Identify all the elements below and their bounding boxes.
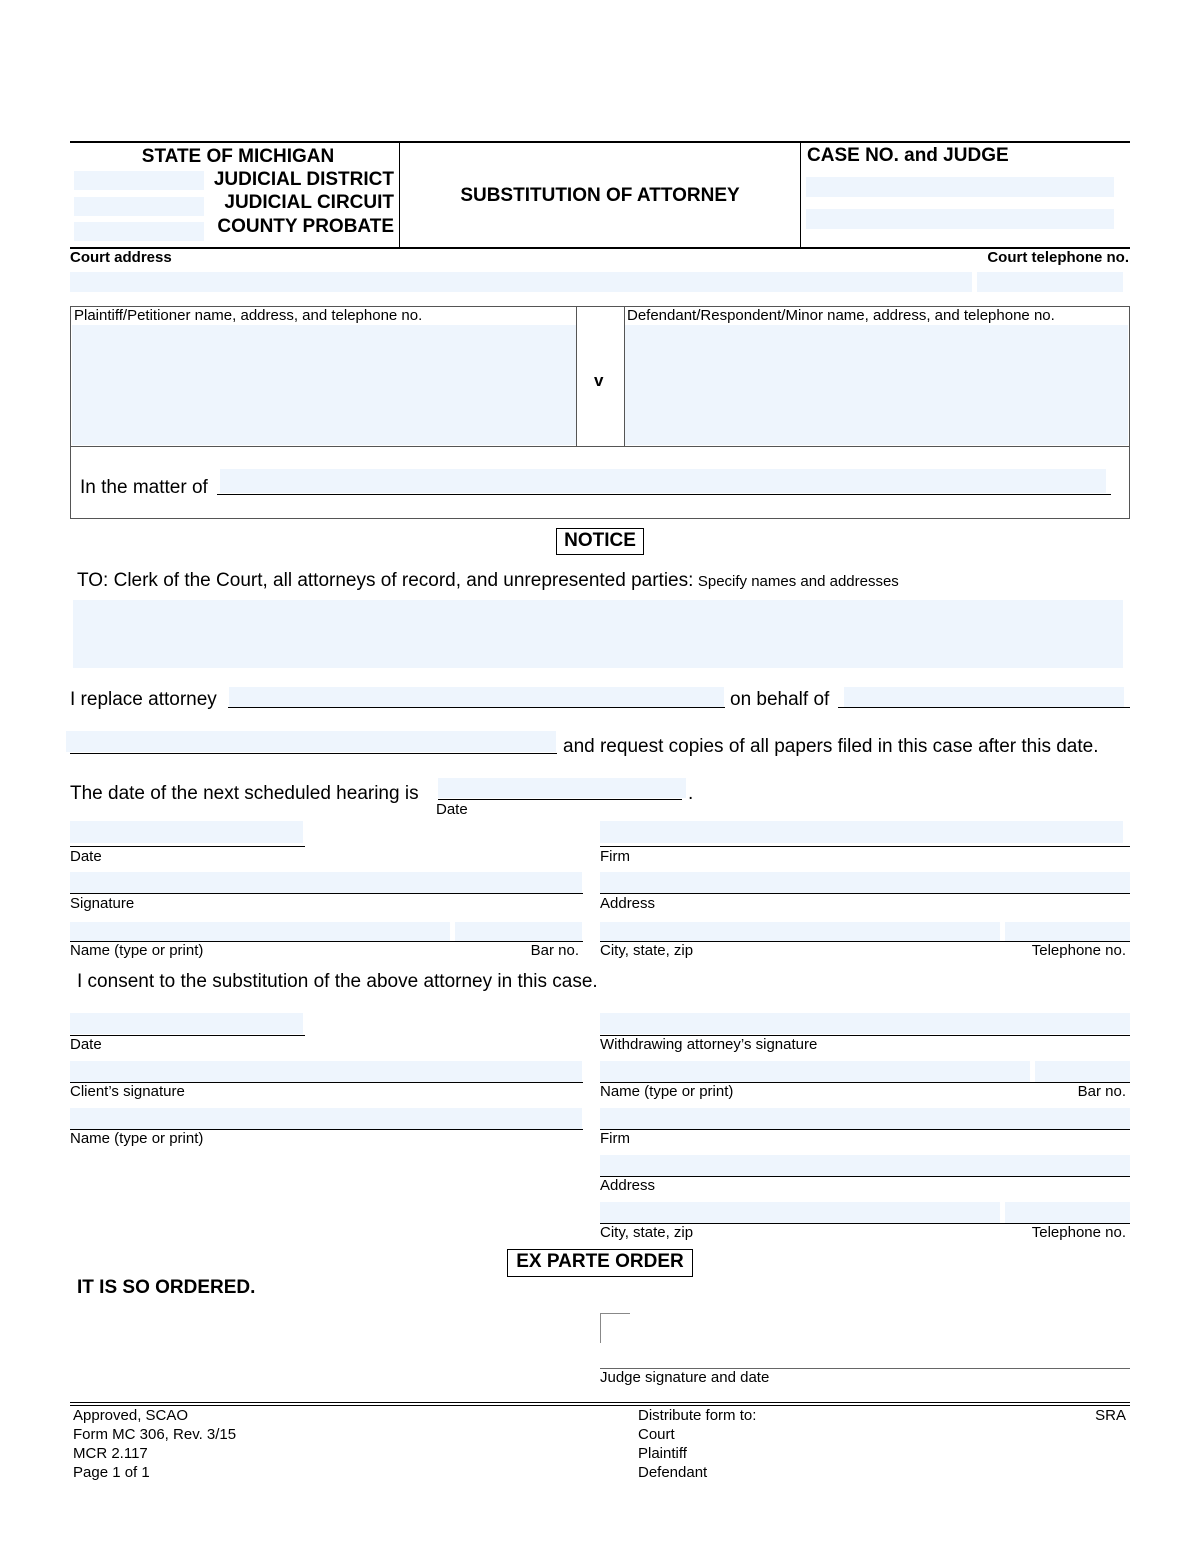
distribute-heading: Distribute form to: [638,1407,757,1424]
ordered-text: IT IS SO ORDERED. [77,1277,256,1298]
parties-divider [577,446,624,447]
attorney-bar-label: Bar no. [530,942,579,959]
attorney-name-field[interactable] [70,922,450,942]
attorney-signature-underline [70,893,583,894]
defendant-label: Defendant/Respondent/Minor name, address, and telephone no. [627,307,1055,324]
withdrawing-city-label: City, state, zip [600,1224,694,1241]
court-line-district: JUDICIAL DISTRICT [213,169,394,190]
attorney-signature-field[interactable] [70,872,582,893]
withdrawing-firm-field[interactable] [600,1108,1130,1129]
footer-page: Page 1 of 1 [73,1464,150,1481]
withdrawing-phone-field[interactable] [1005,1202,1130,1223]
court-line-county: COUNTY PROBATE [217,216,394,237]
to-text: TO: Clerk of the Court, all attorneys of record, and unrepresented parties: [77,570,694,591]
attorney-phone-field[interactable] [1005,922,1130,942]
client-name-label: Name (type or print) [70,1130,204,1147]
notice-heading: NOTICE [556,528,644,555]
attorney-firm-field[interactable] [600,821,1123,843]
consent-date-field[interactable] [70,1013,303,1034]
replace-label: I replace attorney [70,689,217,710]
form-title: SUBSTITUTION OF ATTORNEY [460,185,740,206]
attorney-firm-label: Firm [600,848,630,865]
attorney-date-label: Date [70,848,102,865]
recipients-field[interactable] [73,600,1123,668]
hearing-text: The date of the next scheduled hearing is [70,783,419,804]
withdrawing-firm-label: Firm [600,1130,630,1147]
attorney-address-label: Address [600,895,656,912]
court-address-label: Court address [70,249,172,266]
attorney-city-label: City, state, zip [600,942,694,959]
client-signature-label: Client’s signature [70,1083,185,1100]
attorney-date-field[interactable] [70,821,303,843]
header-top-rule [70,141,1130,143]
behalf-continued-field[interactable] [66,731,556,752]
attorney-date-underline [70,846,305,847]
withdrawing-address-field[interactable] [600,1155,1130,1176]
withdrawing-address-label: Address [600,1177,656,1194]
court-telephone-field[interactable] [977,272,1123,292]
behalf-label: on behalf of [730,689,830,710]
court-address-field[interactable] [70,272,972,292]
replaced-attorney-field[interactable] [229,687,724,707]
matter-field[interactable] [220,469,1106,493]
footer-approved: Approved, SCAO [73,1407,189,1424]
behalf-field[interactable] [844,687,1124,707]
attorney-address-field[interactable] [600,872,1130,893]
withdrawing-city-field[interactable] [600,1202,1000,1223]
footer-form-number: Form MC 306, Rev. 3/15 [73,1426,237,1443]
judge-signature-label: Judge signature and date [600,1369,770,1386]
withdrawing-signature-field[interactable] [600,1013,1130,1034]
circuit-field[interactable] [74,197,204,216]
court-telephone-label: Court telephone no. [987,249,1129,266]
case-number-field[interactable] [806,177,1114,197]
attorney-address-underline [600,893,1130,894]
behalf-underline [838,707,1130,708]
attorney-city-field[interactable] [600,922,1000,942]
plaintiff-label: Plaintiff/Petitioner name, address, and telephone no. [74,307,423,324]
withdrawing-name-field[interactable] [600,1061,1030,1082]
hearing-date-label: Date [436,801,468,818]
withdrawing-signature-label: Withdrawing attorney’s signature [600,1036,818,1053]
matter-label: In the matter of [80,477,208,498]
to-hint: Specify names and addresses [697,573,899,590]
footer-rule-2 [70,1405,1130,1406]
withdrawing-bar-label: Bar no. [1077,1083,1126,1100]
consent-text: I consent to the substitution of the above attorney in this case. [77,971,598,992]
attorney-bar-field[interactable] [455,922,582,942]
consent-date-underline [70,1035,305,1036]
hearing-date-field[interactable] [438,778,686,798]
defendant-field[interactable] [625,325,1128,445]
judge-signature-corner-mark[interactable] [600,1313,630,1343]
withdrawing-address-underline [600,1176,1130,1177]
header-divider-right [800,142,801,248]
replaced-attorney-underline [228,707,725,708]
matter-underline [217,494,1111,495]
attorney-phone-label: Telephone no. [1031,942,1126,959]
request-text: and request copies of all papers filed in this case after this date. [563,736,1099,757]
distribute-defendant: Defendant [638,1464,708,1481]
to-line [77,571,899,590]
court-line-circuit: JUDICIAL CIRCUIT [224,192,394,213]
withdrawing-firm-underline [600,1129,1130,1130]
client-name-field[interactable] [70,1108,582,1129]
hearing-date-underline [438,799,682,800]
distribute-plaintiff: Plaintiff [638,1445,687,1462]
judge-field[interactable] [806,209,1114,229]
distribute-court: Court [638,1426,675,1443]
state-title: STATE OF MICHIGAN [141,146,335,167]
attorney-signature-label: Signature [70,895,135,912]
header-bottom-rule [70,247,1130,249]
versus-label: v [594,371,604,390]
client-signature-field[interactable] [70,1061,582,1082]
withdrawing-name-label: Name (type or print) [600,1083,734,1100]
hearing-period: . [688,783,694,804]
withdrawing-bar-field[interactable] [1035,1061,1130,1082]
plaintiff-field[interactable] [72,325,576,445]
behalf-continued-underline [70,753,557,754]
case-label: CASE NO. and JUDGE [807,145,1009,166]
footer-rule-1 [70,1402,1130,1403]
footer-mcr: MCR 2.117 [73,1445,148,1462]
footer-sra: SRA [1095,1407,1126,1424]
withdrawing-phone-label: Telephone no. [1031,1224,1126,1241]
attorney-name-label: Name (type or print) [70,942,204,959]
county-field[interactable] [74,222,204,241]
order-heading: EX PARTE ORDER [507,1249,693,1277]
attorney-firm-underline [600,846,1130,847]
district-field[interactable] [74,171,204,190]
consent-date-label: Date [70,1036,102,1053]
